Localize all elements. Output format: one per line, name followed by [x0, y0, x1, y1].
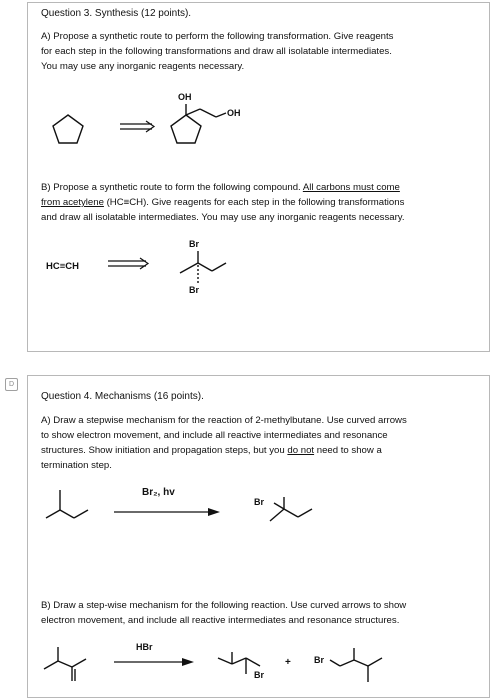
- q3a-line-2: for each step in the following transformations and draw all isolatable intermediates.: [41, 46, 392, 57]
- bromo-methylbutane-structure: [260, 491, 320, 531]
- question-4-panel: [27, 375, 490, 698]
- q4a-product-br-label: Br: [254, 497, 265, 507]
- q4b-line-1: B) Draw a step-wise mechanism for the following reaction. Use curved arrows to show: [41, 600, 407, 611]
- plus-sign: +: [285, 657, 291, 668]
- dibromide-br-top-label: Br: [189, 239, 200, 249]
- q3a-arrow: [118, 120, 158, 134]
- q3a-line-3: You may use any inorganic reagents necessary.: [41, 61, 245, 72]
- q3b-line-2: from acetylene (HC≡CH). Give reagents for each step in the following transformations: [41, 197, 405, 208]
- product-1-br-label: Br: [254, 670, 265, 680]
- q4a-line-2: to show electron movement, and include all reactive intermediates and resonance: [41, 430, 388, 441]
- q4a-line-3: structures. Show initiation and propagation steps, but you do not need to show a: [41, 445, 382, 456]
- q4a-reaction-arrow: [112, 506, 222, 518]
- question-3-panel: [27, 2, 490, 352]
- dibromide-br-bottom-label: Br: [189, 285, 200, 295]
- diol-oh-right-label: OH: [227, 108, 241, 118]
- question-3-title: Question 3. Synthesis (12 points).: [41, 8, 192, 19]
- q4a-reagent-label: Br₂, hv: [142, 487, 175, 498]
- q4b-line-2: electron movement, and include all reactive intermediates and resonance structures.: [41, 615, 400, 626]
- q4a-line-1: A) Draw a stepwise mechanism for the reaction of 2-methylbutane. Use curved arrows: [41, 415, 407, 426]
- methylbutane-structure: [42, 484, 92, 524]
- q3b-line-3: and draw all isolatable intermediates. You may use any inorganic reagents necessary.: [41, 212, 405, 223]
- product-2-br-label: Br: [314, 655, 325, 665]
- q3a-line-1: A) Propose a synthetic route to perform the following transformation. Give reagents: [41, 31, 394, 42]
- question-4-title: Question 4. Mechanisms (16 points).: [41, 391, 204, 402]
- q3b-line-1: B) Propose a synthetic route to form the following compound. All carbons must come: [41, 182, 400, 193]
- q4b-reaction-arrow: [112, 656, 196, 668]
- q4a-line-4: termination step.: [41, 460, 112, 471]
- cyclopentane-structure: [48, 111, 88, 147]
- product-2-structure: [318, 638, 388, 688]
- q4b-reagent-label: HBr: [136, 642, 153, 652]
- side-marker[interactable]: D: [5, 378, 18, 391]
- diol-oh-top-label: OH: [178, 92, 192, 102]
- q3b-arrow: [106, 257, 152, 271]
- alkene-reactant-structure: [38, 641, 94, 685]
- acetylene-label: HC≡CH: [46, 261, 79, 272]
